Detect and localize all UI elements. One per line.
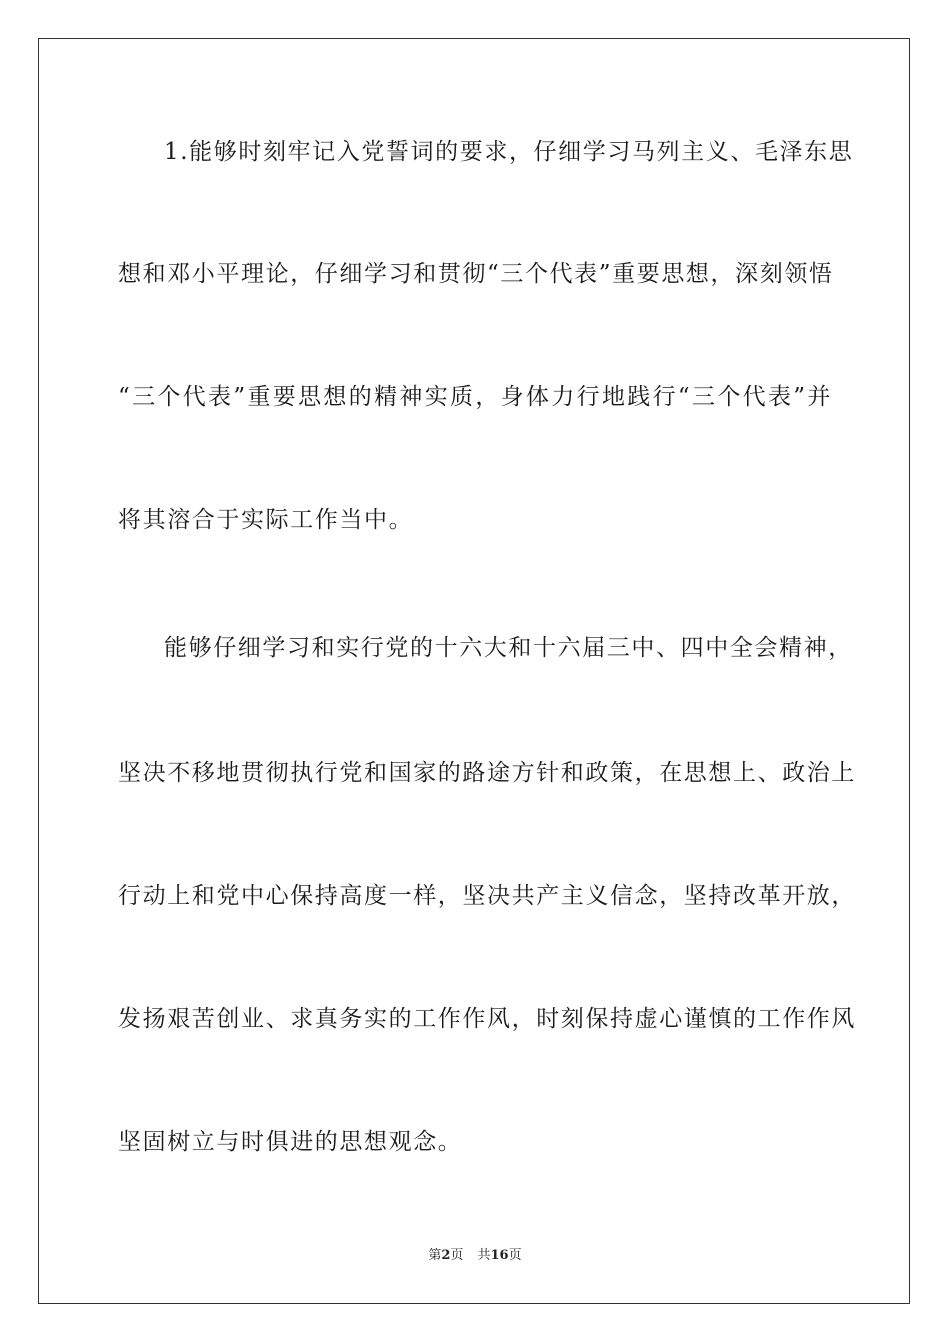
footer-total-prefix: 共: [477, 1248, 491, 1263]
paragraph-2-line-4: 发扬艰苦创业、求真务实的工作作风，时刻保持虚心谨慎的工作作风: [118, 1006, 856, 1032]
paragraph-2-line-2: 坚决不移地贯彻执行党和国家的路途方针和政策，在思想上、政治上: [118, 760, 856, 786]
paragraph-1-line-2: 想和邓小平理论，仔细学习和贯彻“三个代表”重要思想，深刻领悟: [118, 261, 834, 287]
paragraph-1-line-3: “三个代表”重要思想的精神实质，身体力行地践行“三个代表”并: [118, 384, 832, 410]
paragraph-2-line-5: 坚固树立与时俱进的思想观念。: [118, 1129, 463, 1155]
paragraph-2-line-3: 行动上和党中心保持高度一样，坚决共产主义信念，坚持改革开放，: [118, 883, 856, 909]
footer-page-suffix: 页: [450, 1248, 464, 1263]
footer-total-pages: 16: [490, 1248, 509, 1263]
page-border: [38, 38, 910, 1304]
paragraph-1-line-4: 将其溶合于实际工作当中。: [118, 507, 414, 533]
footer-page-prefix: 第: [428, 1248, 442, 1263]
footer-total-suffix: 页: [508, 1248, 522, 1263]
page-footer: [0, 1247, 950, 1265]
paragraph-2-line-1: 能够仔细学习和实行党的十六大和十六届三中、四中全会精神，: [164, 635, 853, 661]
footer-page-number: 2: [441, 1248, 451, 1263]
paragraph-1-line-1: 1.能够时刻牢记入党誓词的要求，仔细学习马列主义、毛泽东思: [164, 139, 854, 165]
